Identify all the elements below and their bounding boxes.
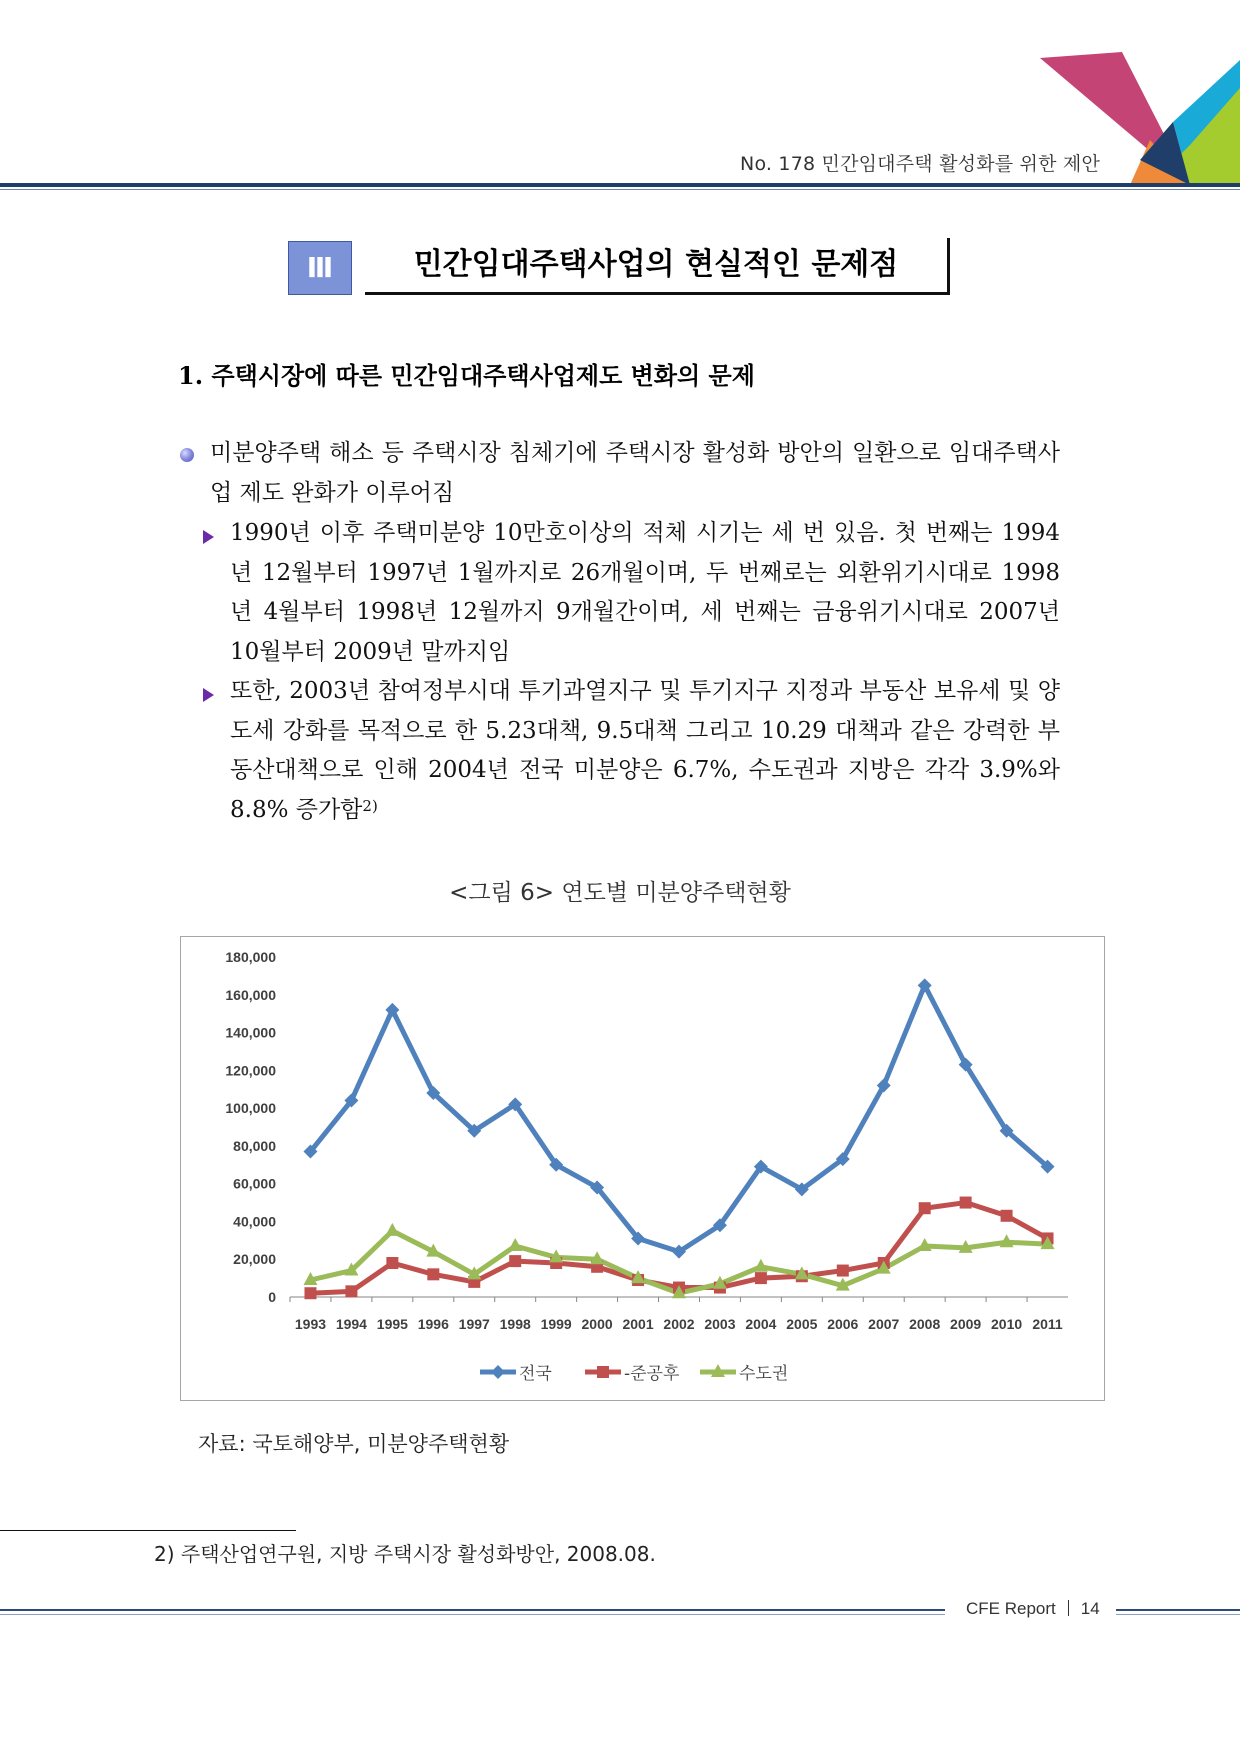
- x-tick-label: 2010: [991, 1316, 1023, 1332]
- footer-rule-right-thin: [1116, 1614, 1240, 1615]
- x-tick-label: 1994: [335, 1316, 367, 1332]
- header-rule: [0, 183, 1240, 187]
- sub-paragraph-1: 1990년 이후 주택미분양 10만호이상의 적체 시기는 세 번 있음. 첫 번째는 1994년 12월부터 1997년 1월까지로 26개월이며, 두 번째로는 외환위기시대로 1998년 4월부터 1998년 12월까지 9개월간이며, 세 번째는 금융위기시대로 2007년 10월부터 2009년 말까지임: [230, 520, 1060, 665]
- data-point-1: [427, 1268, 439, 1280]
- sub-paragraph-2-text: 또한, 2003년 참여정부시대 투기과열지구 및 투기지구 지정과 부동산 보유세 및 양도세 강화를 목적으로 한 5.23대책, 9.5대책 그리고 10.29 대책과 같은 강력한 부동산대책으로 인해 2004년 전국 미분양은 6.7%, 수도권과 지방은 각각 3.9%와 8.8% 증가함: [230, 678, 1060, 823]
- legend-label: 전국: [519, 1364, 552, 1384]
- legend-label: 수도권: [739, 1364, 789, 1384]
- sub-paragraph-2: [230, 672, 1060, 830]
- x-tick-label: 2001: [622, 1316, 654, 1332]
- section-title: 민간임대주택사업의 현실적인 문제점: [365, 238, 950, 295]
- x-tick-label: 1999: [540, 1316, 572, 1332]
- section-number: Ⅲ: [288, 241, 352, 295]
- data-point-1: [960, 1197, 972, 1209]
- data-point-1: [509, 1255, 521, 1267]
- x-tick-label: 1995: [376, 1316, 408, 1332]
- x-tick-label: 2000: [581, 1316, 613, 1332]
- x-tick-label: 1997: [458, 1316, 490, 1332]
- data-point-1: [304, 1287, 316, 1299]
- y-tick-label: 20,000: [233, 1251, 276, 1268]
- y-tick-label: 80,000: [233, 1137, 276, 1154]
- footer-separator: [1068, 1600, 1069, 1616]
- legend-marker: [597, 1366, 609, 1378]
- y-tick-label: 0: [268, 1289, 276, 1305]
- footer: [966, 1599, 1100, 1619]
- data-point-1: [386, 1257, 398, 1269]
- x-tick-label: 1993: [294, 1316, 327, 1332]
- x-tick-label: 1996: [417, 1316, 449, 1332]
- y-tick-label: 40,000: [233, 1213, 276, 1230]
- subheading: 1. 주택시장에 따른 민간임대주택사업제도 변화의 문제: [178, 361, 755, 390]
- footer-rule-thin: [0, 1614, 945, 1615]
- y-tick-label: 100,000: [225, 1100, 276, 1117]
- figure-caption: <그림 6> 연도별 미분양주택현황: [449, 880, 791, 906]
- footnote-ref: 2): [362, 796, 378, 815]
- x-tick-label: 2002: [663, 1316, 695, 1332]
- header-rule-thin: [0, 189, 1240, 190]
- x-tick-label: 2006: [827, 1316, 859, 1332]
- y-tick-label: 160,000: [225, 986, 276, 1003]
- data-point-1: [755, 1272, 767, 1284]
- legend-label: -준공후: [624, 1364, 680, 1384]
- data-point-1: [919, 1202, 931, 1214]
- footer-rule: [0, 1609, 945, 1611]
- footnote: 2) 주택산업연구원, 지방 주택시장 활성화방안, 2008.08.: [154, 1542, 656, 1566]
- y-tick-label: 120,000: [225, 1062, 276, 1079]
- bullet-paragraph: 미분양주택 해소 등 주택시장 침체기에 주택시장 활성화 방안의 일환으로 임대주택사업 제도 완화가 이루어짐: [210, 440, 1060, 506]
- unsold-housing-line-chart: [180, 936, 1105, 1401]
- footer-rule-right: [1116, 1609, 1240, 1611]
- page-number: 14: [1080, 1599, 1100, 1618]
- x-tick-label: 1998: [499, 1316, 531, 1332]
- y-tick-label: 60,000: [233, 1175, 276, 1192]
- x-tick-label: 2008: [909, 1316, 941, 1332]
- bullet-dot-icon: [180, 448, 194, 462]
- y-tick-label: 140,000: [225, 1024, 276, 1041]
- data-point-1: [345, 1285, 357, 1297]
- x-tick-label: 2011: [1032, 1316, 1063, 1332]
- footnote-rule: [0, 1530, 296, 1531]
- figure-source: 자료: 국토해양부, 미분양주택현황: [198, 1432, 510, 1456]
- x-tick-label: 2005: [786, 1316, 818, 1332]
- x-tick-label: 2003: [704, 1316, 736, 1332]
- x-tick-label: 2004: [745, 1316, 777, 1332]
- arrow-bullet-icon: [203, 530, 214, 544]
- arrow-bullet-icon: [203, 688, 214, 702]
- y-tick-label: 180,000: [225, 949, 276, 965]
- data-point-1: [1001, 1210, 1013, 1222]
- x-tick-label: 2007: [868, 1316, 900, 1332]
- footer-brand: CFE Report: [966, 1599, 1056, 1618]
- report-title: No. 178 민간임대주택 활성화를 위한 제안: [740, 153, 1100, 175]
- data-point-1: [837, 1265, 849, 1277]
- x-tick-label: 2009: [950, 1316, 982, 1332]
